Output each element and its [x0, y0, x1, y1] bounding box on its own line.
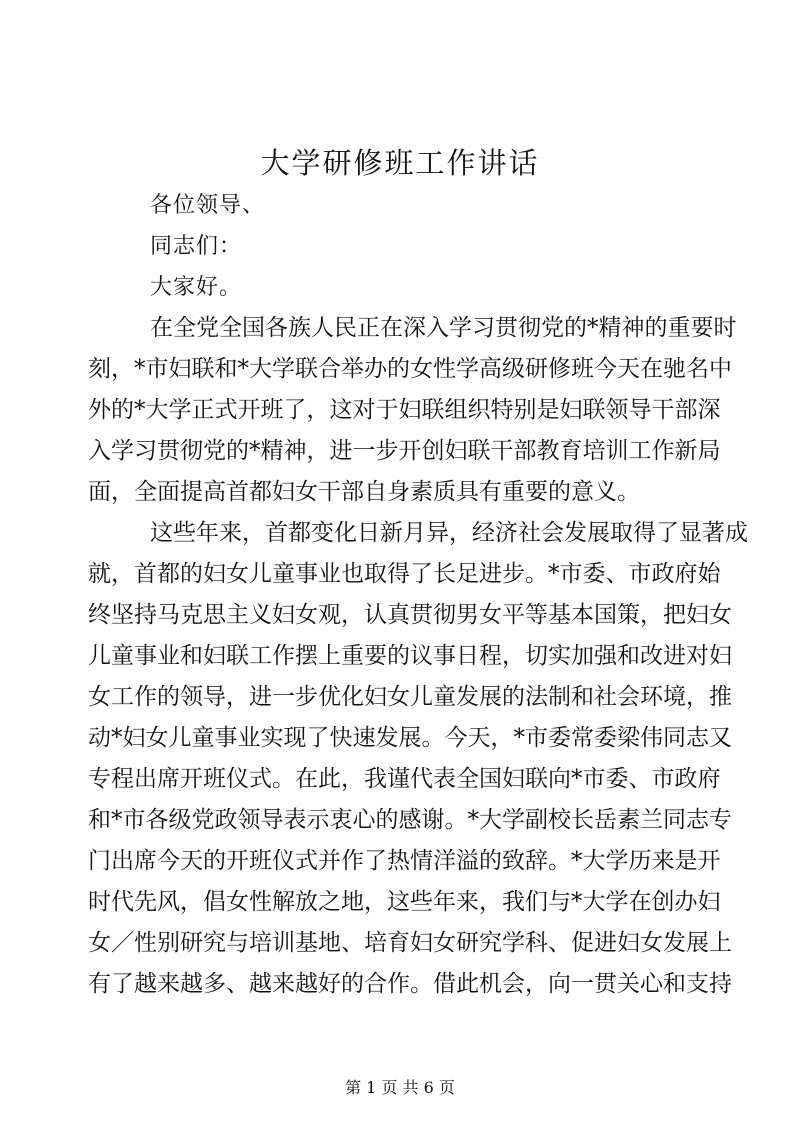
page-number-footer: 第 1 页 共 6 页 — [345, 1078, 455, 1097]
paragraph-2-line: 和*市各级党政领导表示衷心的感谢。*大学副校长岳素兰同志专 — [88, 807, 732, 833]
paragraph-2-line: 动*妇女儿童事业实现了快速发展。今天，*市委常委梁伟同志又 — [88, 725, 732, 751]
paragraph-2-line: 就，首都的妇女儿童事业也取得了长足进步。*市委、市政府始 — [88, 561, 721, 587]
paragraph-2-line: 门出席今天的开班仪式并作了热情洋溢的致辞。*大学历来是开 — [88, 848, 721, 874]
paragraph-2-line: 时代先风，倡女性解放之地，这些年来，我们与*大学在创办妇 — [88, 889, 721, 915]
paragraph-2-line: 有了越来越多、越来越好的合作。借此机会，向一贯关心和支持 — [88, 971, 732, 997]
paragraph-2-line: 儿童事业和妇联工作摆上重要的议事日程，切实加强和改进对妇 — [88, 643, 732, 669]
paragraph-1-line: 外的*大学正式开班了，这对于妇联组织特别是妇联领导干部深 — [88, 397, 721, 423]
document-title: 大学研修班工作讲话 — [260, 146, 540, 180]
paragraph-1-line: 在全党全国各族人民正在深入学习贯彻党的*精神的重要时 — [150, 315, 737, 341]
greeting-line-3: 大家好。 — [150, 275, 243, 300]
paragraph-2-line: 女／性别研究与培训基地、培育妇女研究学科、促进妇女发展上 — [88, 930, 732, 956]
paragraph-1-line: 入学习贯彻党的*精神，进一步开创妇联干部教育培训工作新局 — [88, 438, 721, 464]
paragraph-2-line: 终坚持马克思主义妇女观，认真贯彻男女平等基本国策，把妇女 — [88, 602, 732, 628]
greeting-line-1: 各位领导、 — [150, 193, 266, 218]
paragraph-1-line: 面，全面提高首都妇女干部自身素质具有重要的意义。 — [88, 479, 640, 505]
paragraph-2-line: 这些年来，首都变化日新月异，经济社会发展取得了显著成 — [150, 520, 748, 546]
paragraph-1-line: 刻，*市妇联和*大学联合举办的女性学高级研修班今天在驰名中 — [88, 356, 732, 382]
paragraph-2-line: 女工作的领导，进一步优化妇女儿童发展的法制和社会环境，推 — [88, 684, 732, 710]
paragraph-2-line: 专程出席开班仪式。在此，我谨代表全国妇联向*市委、市政府 — [88, 766, 721, 792]
greeting-line-2: 同志们： — [150, 234, 243, 259]
